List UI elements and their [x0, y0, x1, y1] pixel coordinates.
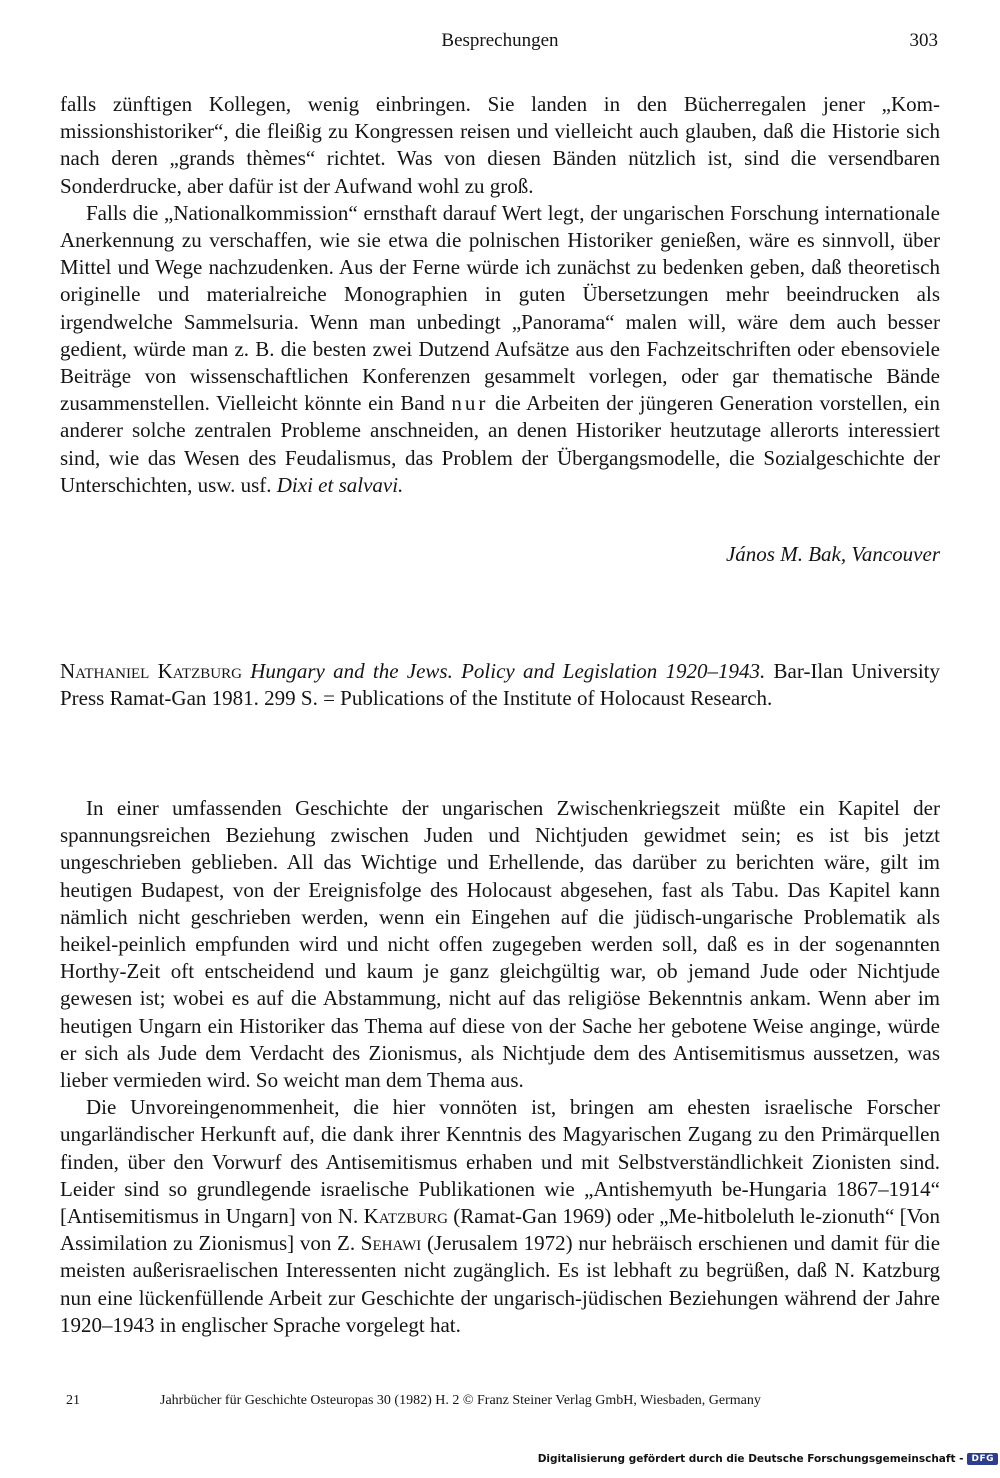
review-2-paragraph-2-text-b: (Ramat-Gan 1969) oder „Me-hitboleluth le-zionuth“ [Von Assimilation zu Zionismus] von Z. [60, 1204, 941, 1256]
review-1-paragraph-1: falls zünftigen Kollegen, wenig einbringen. Sie landen in den Bücherregalen jener „Kommissionshistoriker“, die fleißig zu Kongressen reisen und vielleicht auch glauben, daß die Historie sich nach deren „grands thèmes“ richtet. Was von diesen Bänden nützlich ist, sind die versendbaren Sonderdrucke, aber dafür ist der Aufwand wohl zu groß. [60, 92, 940, 198]
review-2-body [60, 795, 940, 1339]
signature-mark: 21 [66, 1393, 80, 1408]
author-name-katzburg: Katzburg [363, 1204, 448, 1229]
author-name-sehawi: Sehawi [360, 1231, 422, 1256]
review-2-paragraph-2-text-c: (Jerusalem 1972) nur hebräisch erschienen und damit für die meisten außerisraelischen Interessenten nicht zugänglich. Es ist lebhaft zu begrüßen, daß N. Katzburg nun eine lückenfüllende Arbeit zur Geschichte der ungarisch-jüdischen Beziehungen während der Jahre 1920–1943 in englischer Sprache vorgelegt hat. [60, 1231, 941, 1337]
emphasis-nur: nur [451, 391, 489, 416]
review-1-paragraph-2 [60, 200, 940, 499]
review-2-paragraph-2-text-a: Die Unvoreingenommenheit, die hier vonnöten ist, bringen am ehesten israelische Forscher ungarländischer Herkunft auf, die dank ihrer Kenntnis des Magyarischen Zugang zu den Primärquellen finden, über den Vorwurf des Antisemitismus erhaben und mit Selbstverständlichkeit Zionisten sind. Leider sind so grundlegende israelische Publikationen wie „Antishemyuth be-Hungaria 1867–1914“ [Antisemitismus in Ungarn] von N. [60, 1095, 940, 1229]
running-head: Besprechungen [441, 30, 559, 51]
review-1-paragraph-2-text-b: die Arbeiten der jüngeren Generation vorstellen, ein anderer solche zentralen Probleme anschneiden, an denen Historiker heutzutage allerorts interessiert sind, wie das Wesen des Feudalismus, das Problem der Übergangsmodelle, die Sozialgeschichte der Unterschichten, usw. usf. [60, 391, 941, 497]
page-number: 303 [909, 30, 938, 51]
book-author: Nathaniel Katzburg [60, 659, 242, 683]
review-2-paragraph-2 [60, 1094, 940, 1339]
review-2-paragraph-1: In einer umfassenden Geschichte der ungarischen Zwischenkriegszeit müßte ein Kapitel der spannungsreichen Beziehung zwischen Juden und Nichtjuden gewidmet sein; es ist bis jetzt ungeschrieben geblieben. All das Wichtige und Erhellende, das darüber zu berichten wäre, gilt im heutigen Budapest, von der Ereignisfolge des Holocaust abgesehen, fast als Tabu. Das Kapitel kann nämlich nicht geschrieben werden, wenn ein Eingehen auf die jüdisch-ungarische Problematik als heikel-peinlich empfunden wird und nicht offen zugegeben werden soll, daß es in der sogenannten Horthy-Zeit oft entscheidend und kaum je ganz gleichgültig war, ob jemand Jude oder Nichtjude gewesen ist; wobei es auf die Abstammung, nicht auf das religiöse Bekenntnis ankam. Wenn aber im heutigen Ungarn ein Historiker das Thema auf diese von der Sache her gebotene Weise anginge, würde er sich als Jude dem Verdacht des Zionismus, als Nichtjude dem des Antisemitismus aussetzen, was lieber vermieden wird. So weicht man dem Thema aus. [60, 796, 940, 1093]
book-details: Bar-Ilan University Press Ramat-Gan 1981. 299 S. = Publications of the Institute of Holocaust Research. [60, 659, 941, 710]
digitization-note-text: Digitalisierung gefördert durch die Deutsche Forschungsgemeinschaft - [537, 1453, 964, 1465]
review-1-signature: János M. Bak, Vancouver [725, 542, 940, 566]
review-1-paragraph-2-text-a: Falls die „Nationalkommission“ ernsthaft darauf Wert legt, der ungarischen Forschung internationale Anerkennung zu verschaffen, wie sie etwa die polnischen Historiker genießen, wäre es sinnvoll, über Mittel und Wege nachzudenken. Aus der Ferne würde ich zunächst zu bedenken geben, daß theoretisch originelle und materialreiche Monographien in guten Übersetzungen mehr beeindrucken als irgendwelche Sammelsuria. Wenn man unbedingt „Panorama“ malen will, wäre dem auch besser gedient, würde man z. B. die besten zwei Dutzend Aufsätze aus den Fachzeitschriften oder ebensoviele Beiträge von wissenschaftlichen Konferenzen gesammelt vorlegen, oder gar thematische Bände zusammenstellen. Vielleicht könnte ein Band [60, 200, 940, 416]
book-title: Hungary and the Jews. Policy and Legislation 1920–1943. [250, 659, 766, 683]
dfg-logo: DFG [967, 1453, 998, 1465]
closing-phrase: Dixi et salvavi. [276, 472, 404, 497]
journal-page [60, 0, 940, 1478]
review-2-citation [60, 658, 940, 712]
journal-citation: Jahrbücher für Geschichte Osteuropas 30 (1982) H. 2 © Franz Steiner Verlag GmbH, Wiesbaden, Germany [160, 1393, 761, 1408]
review-2-bibliographic-entry [60, 658, 940, 712]
review-1-body [60, 91, 940, 499]
digitization-note [538, 1453, 998, 1465]
page-header [60, 30, 940, 60]
